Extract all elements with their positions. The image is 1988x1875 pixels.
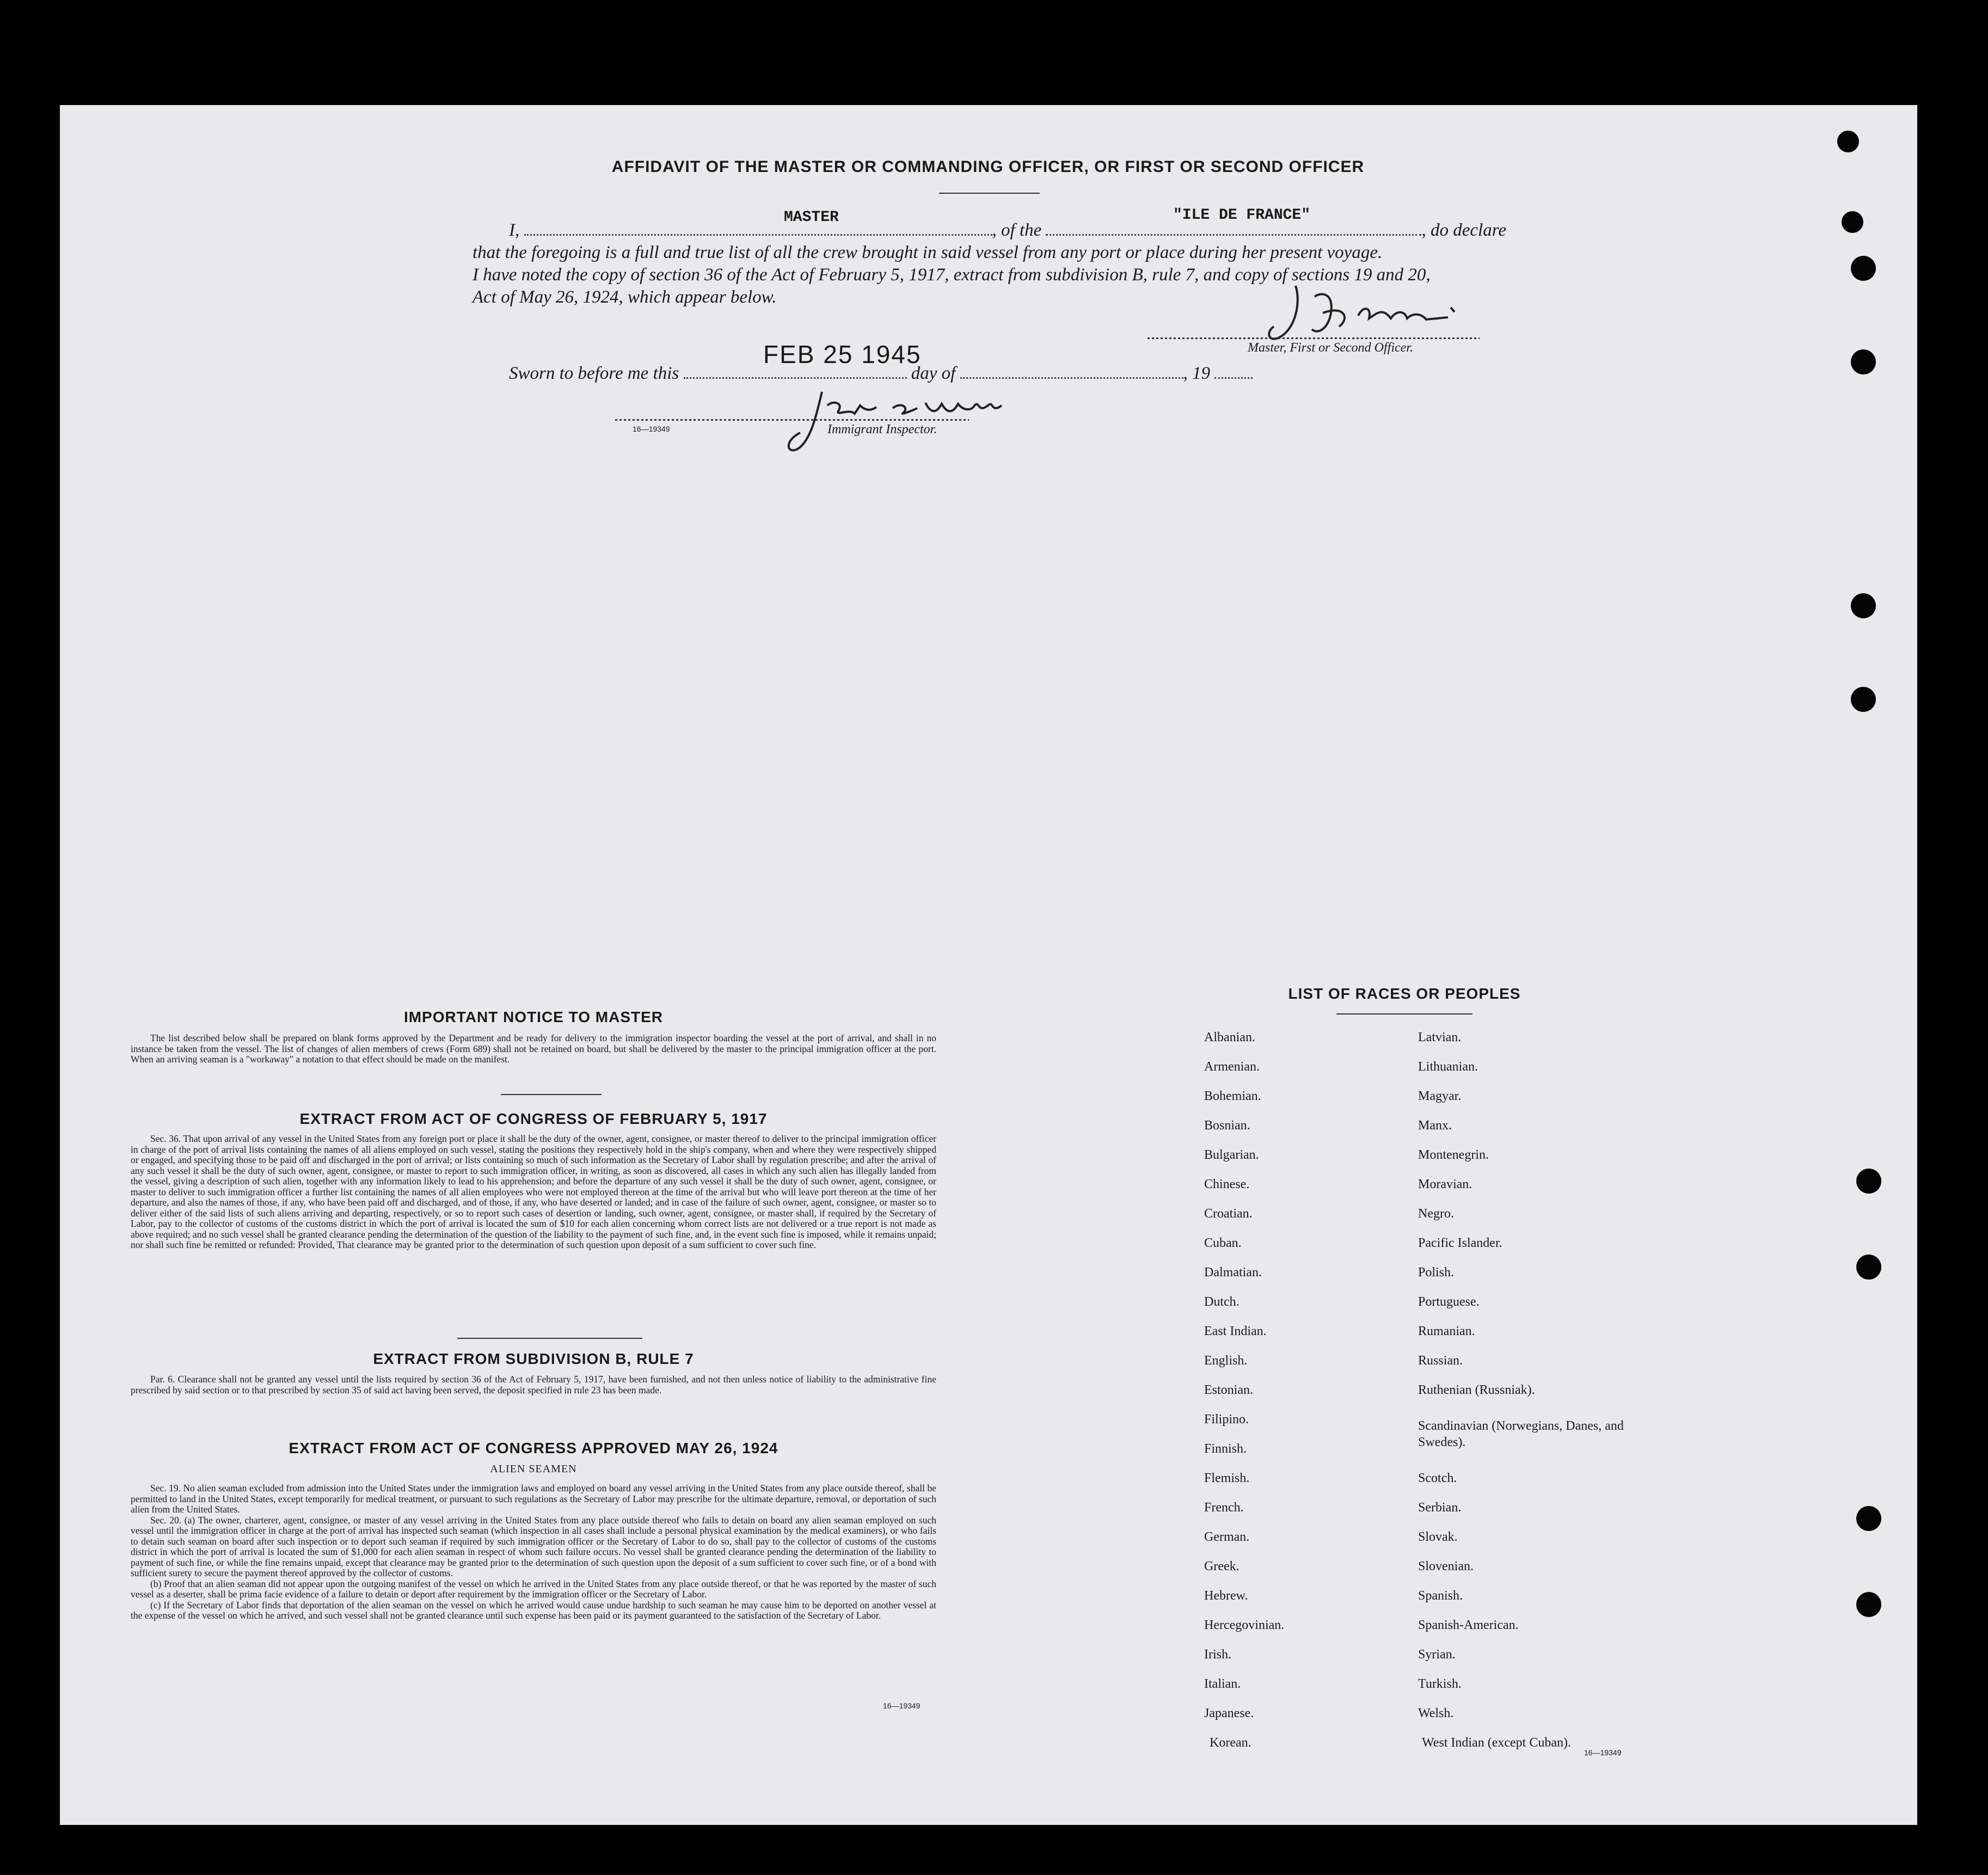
race-left: Japanese. (1204, 1706, 1254, 1720)
race-right: Scandinavian (Norwegians, Danes, and Swedes). (1418, 1419, 1624, 1449)
notice-title: IMPORTANT NOTICE TO MASTER (403, 1009, 664, 1025)
notice-rule (501, 1094, 602, 1095)
extract-rule7-title: EXTRACT FROM SUBDIVISION B, RULE 7 (373, 1350, 694, 1367)
race-left: Hebrew. (1204, 1589, 1248, 1603)
extract-1917-text (131, 1134, 936, 1251)
sec20a-paragraph: Sec. 20. (a) The owner, charterer, agent, consignee, or master of any vessel arriving in the United States from any place outside thereof who fails to detain on board any alien seaman employed on such vessel until the immigration officer in charge at the port of arrival has inspected such seaman (which inspection in all cases shall include a personal physical examination by the medical examiners), or who fails to detain such seaman on board after such inspection or to deport such seaman if required by such immigration officer or the Secretary of Labor to do so, shall pay to the collector of customs of the customs district in which the port of arrival is located the sum of $1,000 for each alien seaman in respect of whom such failure occurs. No vessel shall be granted clearance pending the determination of the liability to payment of such fine, or while the fine remains unpaid, except that clearance may be granted prior to the determination of such question upon the deposit of a sum sufficient to cover such fine, or of a bond with sufficient surety to secure the payment thereof approved by the collector of customs. (131, 1514, 936, 1578)
extract-1924-title: EXTRACT FROM ACT OF CONGRESS APPROVED MAY 26, 1924 (289, 1440, 778, 1456)
punch-hole (1856, 1255, 1881, 1280)
race-right: Polish. (1418, 1265, 1455, 1280)
race-right: Scotch. (1418, 1471, 1457, 1485)
extract-1917-title: EXTRACT FROM ACT OF CONGRESS OF FEBRUARY 5, 1917 (299, 1110, 768, 1127)
sec20b-paragraph: (b) Proof that an alien seaman did not appear upon the outgoing manifest of the vessel on which he arrived in the United States from any place outside thereof, or that he was reported by the master of such vessel as a deserter, shall be prima facie evidence of a failure to detain or deport after requirement by the immigration officer or the Secretary of Labor. (131, 1578, 936, 1600)
extract-form-number: 16—19349 (883, 1701, 921, 1710)
year-prefix: , 19 (1183, 364, 1211, 383)
race-right: Welsh. (1418, 1706, 1454, 1720)
alien-seamen-subtitle: ALIEN SEAMEN (490, 1463, 577, 1475)
race-right: Ruthenian (Russniak). (1418, 1383, 1535, 1397)
race-right: Spanish. (1418, 1589, 1463, 1603)
race-right: Spanish-American. (1418, 1618, 1519, 1632)
title-rule (939, 193, 1040, 194)
sworn-prefix: Sworn to before me this (509, 364, 679, 383)
race-left: German. (1204, 1530, 1250, 1544)
race-left: East Indian. (1204, 1324, 1267, 1338)
affidavit-line-1 (509, 220, 1506, 241)
sworn-year-blank (1214, 377, 1253, 379)
race-left: Irish. (1204, 1647, 1231, 1662)
sworn-month-blank (960, 377, 1183, 379)
race-right: Turkish. (1418, 1677, 1462, 1691)
race-left: Korean. (1210, 1736, 1251, 1750)
races-form-number: 16—19349 (1584, 1748, 1622, 1757)
race-left: Italian. (1204, 1677, 1241, 1691)
race-left: Greek. (1204, 1559, 1240, 1573)
race-left: Finnish. (1204, 1442, 1247, 1456)
punch-hole (1837, 131, 1859, 152)
extract-1924-text (131, 1483, 936, 1621)
race-left: English. (1204, 1354, 1248, 1368)
master-signature-line (1148, 337, 1480, 339)
race-right: West Indian (except Cuban). (1422, 1736, 1571, 1750)
race-left: Armenian. (1204, 1060, 1260, 1074)
sec36-paragraph: Sec. 36. That upon arrival of any vessel in the United States from any foreign port or place it shall be the duty of the owner, agent, consignee, or master thereof to deliver to the principal immigration officer in charge of the port of arrival lists containing the names of all aliens employed on such vessel, stating the positions they respectively hold in the ship's company, when and where they were respectively shipped or engaged, and specifying those to be paid off and discharged in the port of arrival; or lists containing so much of such information as the Secretary of Labor shall by regulation prescribe; and after the arrival of any such vessel it shall be the duty of such owner, agent, consignee, or master to report to such immigration officer, in writing, as soon as discovered, all cases in which any such alien has illegally landed from the vessel, giving a description of such alien, together with any information likely to lead to his apprehension; and before the departure of any such vessel it shall be the duty of such owner, agent, consignee, or master to deliver to such immigration officer a further list containing the names of all alien employees who were not employed thereon at the time of the arrival but who will leave port thereon at the time of her departure, and also the names of those, if any, who have been paid off and discharged, and of those, if any, who have deserted or landed; and in case of the failure of such owner, agent, consignee, or master so to deliver either of the said lists of such aliens arriving and departing, respectively, or so to report such cases of desertion or landing, such owner, agent, consignee, or master shall, if required by the Secretary of Labor, pay to the collector of customs of the customs district in which the port of arrival is located the sum of $10 for each alien concerning whom correct lists are not delivered or a true report is not made as above required; and no such vessel shall be granted clearance pending the determination of the question of the liability to the payment of such fine, and, in the event such fine is imposed, while it remains unpaid; nor shall such fine be remitted or refunded: Provided, That clearance may be granted prior to the determination of such question upon deposit of a sum sufficient to cover such fine. (131, 1133, 936, 1250)
race-left: Bosnian. (1204, 1118, 1250, 1133)
inspector-caption: Immigrant Inspector. (827, 422, 937, 437)
race-right: Montenegrin. (1418, 1148, 1489, 1162)
race-right: Negro. (1418, 1207, 1454, 1221)
race-left: Hercegovinian. (1204, 1618, 1285, 1632)
race-left: Estonian. (1204, 1383, 1253, 1397)
race-left: Bohemian. (1204, 1089, 1261, 1103)
affidavit-form-number: 16—19349 (633, 425, 670, 433)
inspector-signature (784, 381, 1013, 463)
race-left: Cuban. (1204, 1236, 1242, 1250)
race-left: Albanian. (1204, 1030, 1255, 1044)
sec20c-paragraph: (c) If the Secretary of Labor finds that deportation of the alien seaman on the vessel on which he arrived would cause undue hardship to such seaman he may cause him to be deported on another vessel at the expense of the vessel on which he arrived, and such vessel shall not be granted clearance until such expense has been paid or its payment guaranteed to the satisfaction of the Secretary of Labor. (131, 1599, 936, 1621)
race-left: Chinese. (1204, 1177, 1250, 1191)
notice-text (131, 1033, 936, 1065)
vessel-value: "ILE DE FRANCE" (1173, 207, 1311, 224)
race-right: Moravian. (1418, 1177, 1472, 1191)
race-right: Serbian. (1418, 1501, 1462, 1515)
affidavit-title: AFFIDAVIT OF THE MASTER OR COMMANDING OFFICER, OR FIRST OR SECOND OFFICER (611, 158, 1365, 176)
day-of: day of (911, 364, 956, 383)
race-right: Russian. (1418, 1354, 1463, 1368)
race-right: Manx. (1418, 1118, 1452, 1133)
race-left: Dalmatian. (1204, 1265, 1262, 1280)
name-value: MASTER (784, 209, 839, 226)
line1-of-the: , of the (992, 220, 1042, 240)
race-left: Croatian. (1204, 1207, 1253, 1221)
punch-hole (1856, 1169, 1881, 1194)
name-blank (524, 234, 992, 236)
race-left: Dutch. (1204, 1295, 1240, 1309)
race-right: Rumanian. (1418, 1324, 1475, 1338)
race-left: Bulgarian. (1204, 1148, 1259, 1162)
extract-1917-rule (457, 1338, 642, 1339)
par6-paragraph: Par. 6. Clearance shall not be granted any vessel until the lists required by section 36 of the Act of February 5, 1917, have been furnished, and not then unless notice of liability to the administrative fine prescribed by said section or to that prescribed by section 35 of said act having been served, the deposit specified in rule 23 has been made. (131, 1374, 936, 1396)
race-right: Slovenian. (1418, 1559, 1474, 1573)
extract-rule7-text (131, 1374, 936, 1396)
punch-hole (1856, 1506, 1881, 1531)
sworn-date-stamp: FEB 25 1945 (763, 340, 922, 368)
master-caption: Master, First or Second Officer. (1248, 341, 1413, 355)
punch-hole (1851, 256, 1876, 281)
punch-hole (1856, 1592, 1881, 1617)
punch-hole (1851, 687, 1876, 712)
race-right: Magyar. (1418, 1089, 1462, 1103)
races-title: LIST OF RACES OR PEOPLES (1288, 985, 1521, 1002)
inspector-signature-line (615, 419, 969, 421)
race-right: Slovak. (1418, 1530, 1458, 1544)
race-right: Latvian. (1418, 1030, 1462, 1044)
race-right: Pacific Islander. (1418, 1236, 1502, 1250)
affidavit-line-3: I have noted the copy of section 36 of the Act of February 5, 1917, extract from subdivision B, rule 7, and copy of sections 19 and 20, (473, 265, 1431, 285)
race-right: Syrian. (1418, 1647, 1456, 1662)
sec19-paragraph: Sec. 19. No alien seaman excluded from admission into the United States under the immigration laws and employed on board any vessel arriving in the United States from any place outside thereof, shall be permitted to land in the United States, except temporarily for medical treatment, or pursuant to such regulations as the Secretary of Labor may prescribe for the ultimate departure, removal, or deportation of such alien from the United States. (131, 1483, 936, 1515)
punch-hole (1851, 593, 1876, 618)
race-left: Filipino. (1204, 1412, 1249, 1427)
race-left: Flemish. (1204, 1471, 1250, 1485)
race-right: Portuguese. (1418, 1295, 1480, 1309)
race-right: Lithuanian. (1418, 1060, 1478, 1074)
punch-hole (1851, 349, 1876, 374)
race-left: French. (1204, 1501, 1244, 1515)
line1-suffix: , do declare (1421, 220, 1506, 240)
notice-paragraph: The list described below shall be prepared on blank forms approved by the Department and be ready for delivery to the immigration inspector boarding the vessel at the port of arrival, and shall in no instance be taken from the vessel. The list of changes of alien members of crews (Form 689) shall not be retained on board, but shall be delivered by the master to the principal immigration officer at the port. When an arriving seaman is a "workaway" a notation to that effect should be made on the manifest. (131, 1032, 936, 1065)
races-rule (1336, 1013, 1472, 1015)
affidavit-line-4: Act of May 26, 1924, which appear below. (473, 287, 777, 307)
line1-prefix: I, (509, 220, 520, 240)
vessel-blank (1046, 234, 1421, 236)
sworn-day-blank (684, 377, 907, 379)
affidavit-line-2: that the foregoing is a full and true list of all the crew brought in said vessel from any port or place during her present voyage. (473, 243, 1383, 262)
punch-hole (1842, 211, 1863, 233)
